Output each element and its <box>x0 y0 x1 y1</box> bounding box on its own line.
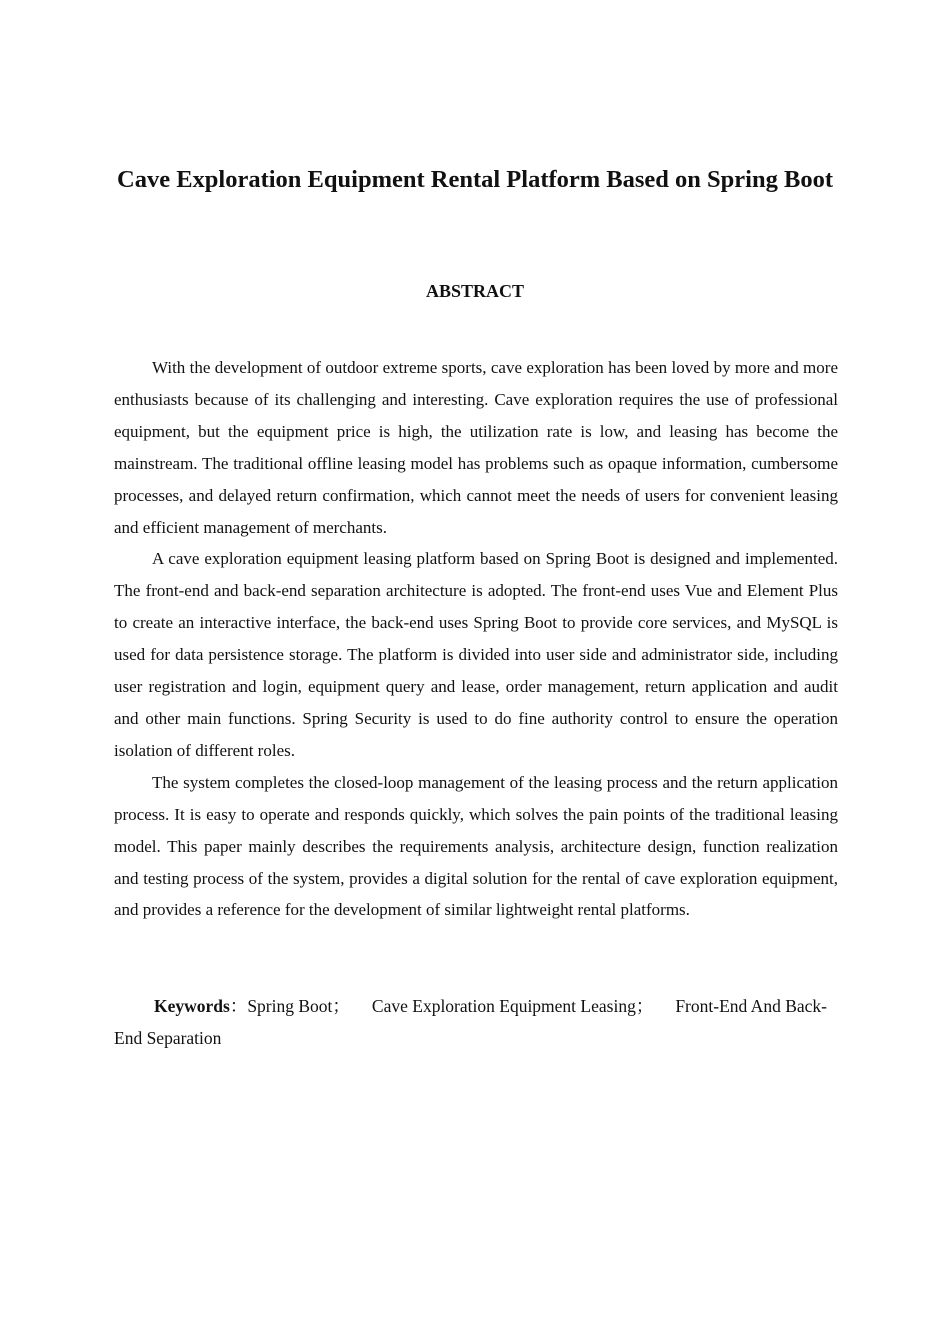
keyword-separator: ； <box>635 996 654 1016</box>
keywords-line <box>114 990 838 1054</box>
keyword-item: Cave Exploration Equipment Leasing <box>371 996 636 1016</box>
keywords-label-separator: ： <box>229 996 248 1016</box>
abstract-heading: ABSTRACT <box>425 281 525 301</box>
keyword-item: Front-End And Back-End Separation <box>114 996 827 1048</box>
abstract-paragraph: A cave exploration equipment leasing platform based on Spring Boot is designed and implemented. The front-end and back-end separation architecture is adopted. The front-end uses Vue and Element Plus to create an interactive interface, the back-end uses Spring Boot to provide core services, and MySQL is used for data persistence storage. The platform is divided into user side and administrator side, including user registration and login, equipment query and lease, order management, return application and audit and other main functions. Spring Security is used to do fine authority control to ensure the operation isolation of different roles. <box>114 549 838 760</box>
keyword-separator: ； <box>332 996 350 1016</box>
abstract-body <box>114 352 838 926</box>
keyword-item: Spring Boot <box>247 996 333 1016</box>
abstract-paragraph: The system completes the closed-loop management of the leasing process and the return application process. It is easy to operate and responds quickly, which solves the pain points of the traditional leasing model. This paper mainly describes the requirements analysis, architecture design, function realization and testing process of the system, provides a digital solution for the rental of cave exploration equipment, and provides a reference for the development of similar lightweight rental platforms. <box>114 772 838 920</box>
keywords-label: Keywords <box>154 996 230 1016</box>
paper-title: Cave Exploration Equipment Rental Platform Based on Spring Boot <box>117 166 833 193</box>
abstract-paragraph: With the development of outdoor extreme sports, cave exploration has been loved by more and more enthusiasts because of its challenging and interesting. Cave exploration requires the use of professional equipment, but the equipment price is high, the utilization rate is low, and leasing has become the mainstream. The traditional offline leasing model has problems such as opaque information, cumbersome processes, and delayed return confirmation, which cannot meet the needs of users for convenient leasing and efficient management of merchants. <box>114 358 838 537</box>
